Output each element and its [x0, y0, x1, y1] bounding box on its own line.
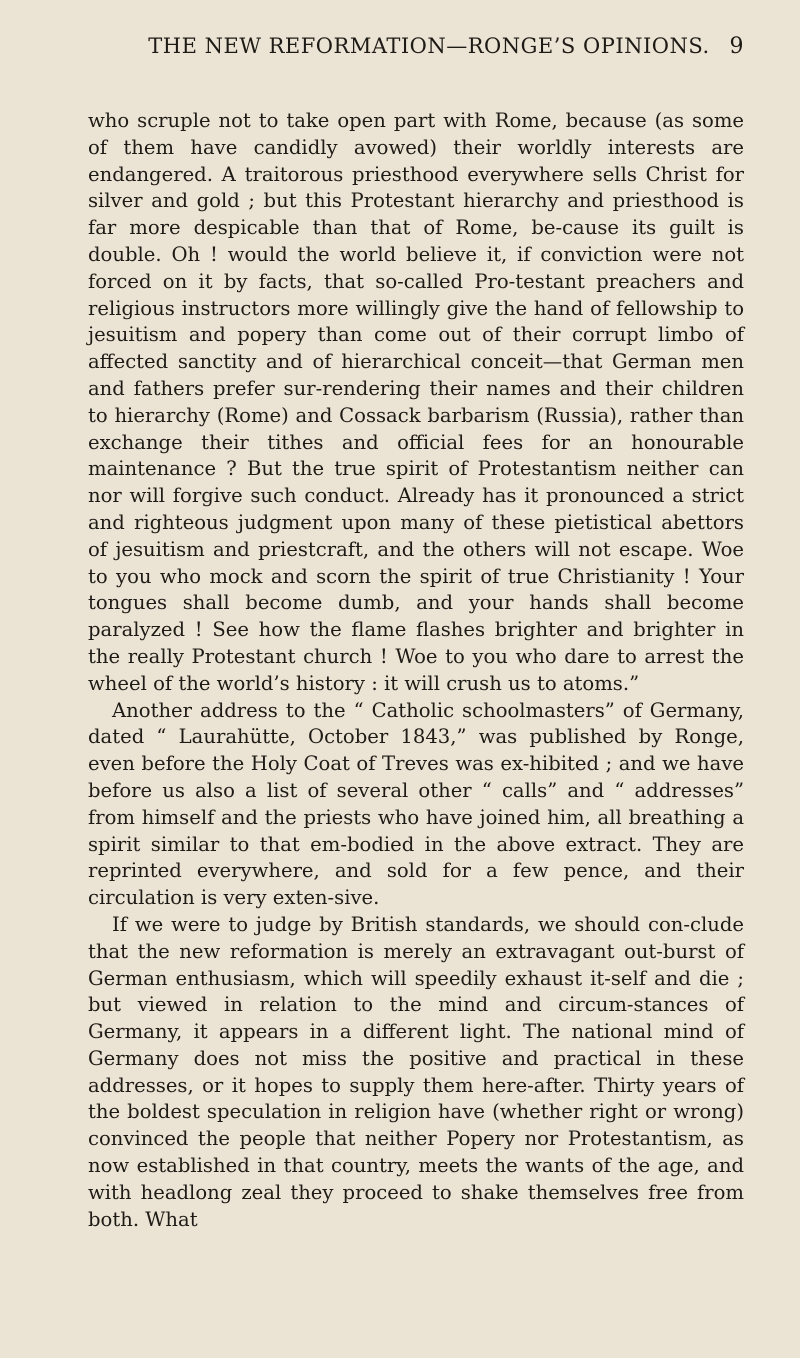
paragraph: Another address to the “ Catholic schoolmasters” of Germany, dated “ Laurahütte, October 1843,” was published by Ronge, even before the Holy Coat of Treves was ex-hibited ; and we have before us also a list of several other “ calls” and “ addresses” from himself and the priests who have joined him, all breathing a spirit similar to that em-bodied in the above extract. They are reprinted everywhere, and sold for a few pence, and their circulation is very exten-sive.: [88, 698, 744, 910]
body-text: [88, 108, 744, 1233]
paragraph: If we were to judge by British standards, we should con-clude that the new reformation is merely an extravagant out-burst of German enthusiasm, which will speedily exhaust it-self and die ; but viewed in relation to the mind and circum-stances of Germany, it appears in a different light. The national mind of Germany does not miss the positive and practical in these addresses, or it hopes to supply them here-after. Thirty years of the boldest speculation in religion have (whether right or wrong) convinced the people that neither Popery nor Protestantism, as now established in that country, meets the wants of the age, and with headlong zeal they proceed to shake themselves free from both. What: [88, 912, 744, 1231]
running-head: [88, 34, 744, 68]
page-number: 9: [729, 34, 744, 59]
paragraph-continued: who scruple not to take open part with Rome, because (as some of them have candidly avowed) their worldly interests are endangered. A traitorous priesthood everywhere sells Christ for silver and gold ; but this Protestant hierarchy and priesthood is far more despicable than that of Rome, be-cause its guilt is double. Oh ! would the world believe it, if conviction were not forced on it by facts, that so-called Pro-testant preachers and religious instructors more willingly give the hand of fellowship to jesuitism and popery than come out of their corrupt limbo of affected sanctity and of hierarchical conceit—that German men and fathers prefer sur-rendering their names and their children to hierarchy (Rome) and Cossack barbarism (Russia), rather than exchange their tithes and official fees for an honourable maintenance ? But the true spirit of Protestantism neither can nor will forgive such conduct. Already has it pronounced a strict and righteous judgment upon many of these pietistical abettors of jesuitism and priestcraft, and the others will not escape. Woe to you who mock and scorn the spirit of true Christianity ! Your tongues shall become dumb, and your hands shall become paralyzed ! See how the flame flashes brighter and brighter in the really Protestant church ! Woe to you who dare to arrest the wheel of the world’s history : it will crush us to atoms.”: [88, 109, 744, 695]
running-title: THE NEW REFORMATION—RONGE’S OPINIONS.: [148, 34, 710, 58]
